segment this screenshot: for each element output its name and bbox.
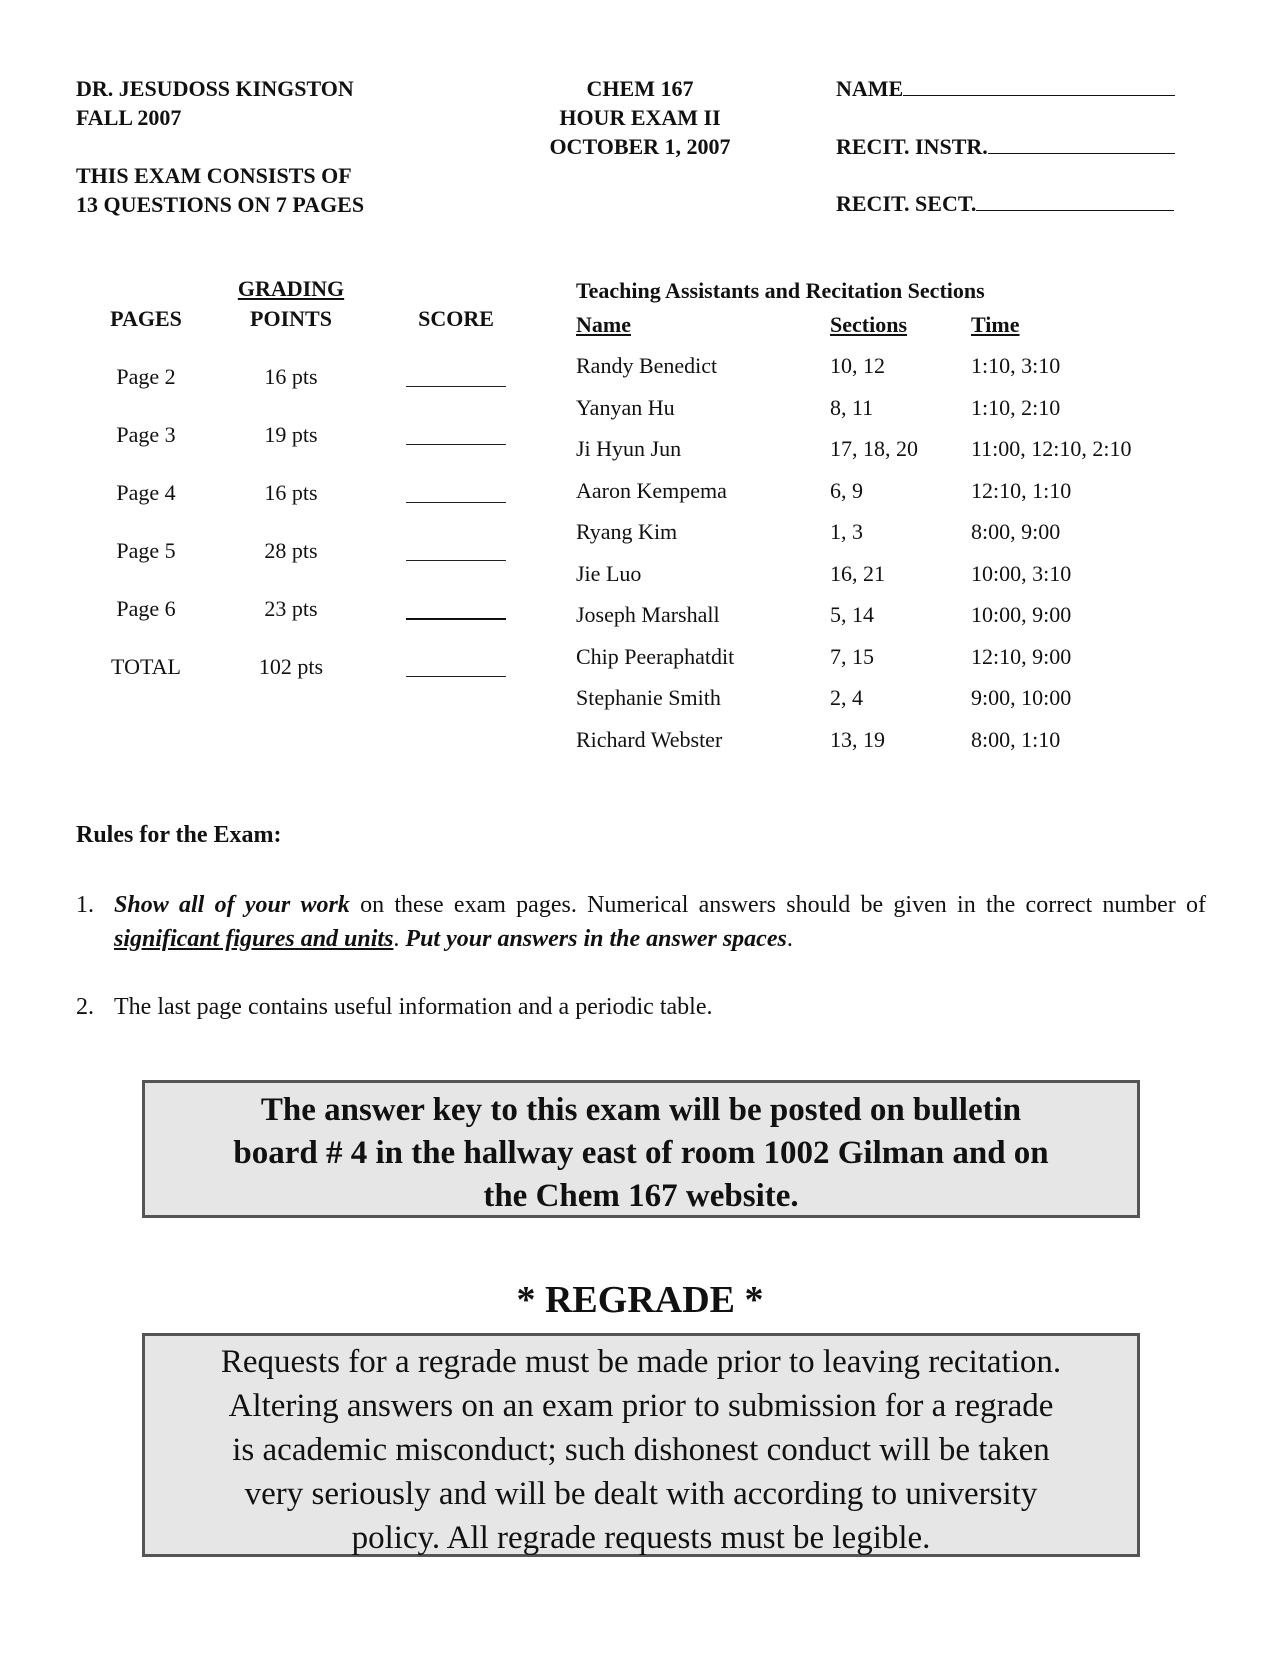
grading-page: Page 3 <box>116 422 176 447</box>
col-points: POINTS <box>250 306 332 331</box>
score-blank[interactable] <box>406 538 506 561</box>
exam-title: HOUR EXAM II <box>559 105 721 130</box>
ta-row <box>576 644 1216 674</box>
regrade-line: Requests for a regrade must be made prior to leaving recitation. <box>220 1344 1062 1380</box>
score-blank[interactable] <box>406 364 506 387</box>
ta-sections: 13, 19 <box>830 727 885 752</box>
ta-time: 10:00, 3:10 <box>971 561 1072 586</box>
col-grading: GRADING <box>237 276 345 301</box>
rule-1 <box>76 888 1206 956</box>
grading-row <box>76 364 516 394</box>
instructor-name: DR. JESUDOSS KINGSTON <box>76 76 354 101</box>
name-field[interactable] <box>836 74 1175 103</box>
grading-points: 23 pts <box>264 596 318 621</box>
ta-name: Ryang Kim <box>576 519 678 544</box>
recit-instr-blank[interactable] <box>988 133 1175 154</box>
ta-time: 1:10, 2:10 <box>971 395 1061 420</box>
regrade-line: policy. All regrade requests must be legible. <box>351 1520 931 1556</box>
ta-sections: 5, 14 <box>830 602 874 627</box>
ta-sections: 2, 4 <box>830 685 863 710</box>
regrade-line: Altering answers on an exam prior to submission for a regrade <box>228 1388 1054 1424</box>
ta-row <box>576 478 1216 508</box>
ta-name: Chip Peeraphatdit <box>576 644 735 669</box>
rule-text <box>114 888 1206 956</box>
col-score: SCORE <box>418 306 494 331</box>
grading-row <box>76 538 516 568</box>
header-center <box>520 74 760 161</box>
ta-sections: 6, 9 <box>830 478 863 503</box>
name-blank[interactable] <box>903 75 1175 96</box>
score-blank[interactable] <box>406 596 506 620</box>
ta-row <box>576 685 1216 715</box>
col-pages: PAGES <box>110 306 182 331</box>
name-label: NAME <box>836 76 904 101</box>
grading-page: Page 4 <box>116 480 176 505</box>
rule-emphasis: Put your answers in the answer spaces <box>405 926 787 952</box>
regrade-title: * REGRADE * <box>516 1279 764 1321</box>
ta-sections: 16, 21 <box>830 561 885 586</box>
ta-col-time: Time <box>971 312 1020 337</box>
rule-text-part: . <box>393 926 406 952</box>
answer-key-line: The answer key to this exam will be posted on bulletin <box>260 1092 1022 1128</box>
ta-row <box>576 727 1216 757</box>
rule-number: 2. <box>76 994 94 1020</box>
ta-sections: 7, 15 <box>830 644 874 669</box>
ta-table-title: Teaching Assistants and Recitation Sections <box>576 278 985 303</box>
grading-page: Page 5 <box>116 538 176 563</box>
rule-emphasis: Show all of your work <box>114 892 350 918</box>
ta-time: 8:00, 1:10 <box>971 727 1061 752</box>
rule-text: The last page contains useful information and a periodic table. <box>114 994 713 1020</box>
ta-time: 8:00, 9:00 <box>971 519 1061 544</box>
course-title: CHEM 167 <box>586 76 694 101</box>
grading-page: TOTAL <box>111 654 181 679</box>
recit-instr-field[interactable] <box>836 132 1175 161</box>
rule-text-part: on these exam pages. Numerical answers should be given in the correct number of <box>349 892 1207 918</box>
ta-row <box>576 602 1216 632</box>
exam-consists <box>76 161 364 219</box>
grading-page: Page 2 <box>116 364 176 389</box>
ta-col-sections: Sections <box>830 312 907 337</box>
ta-sections: 8, 11 <box>830 395 874 420</box>
regrade-line: is academic misconduct; such dishonest conduct will be taken <box>232 1432 1050 1468</box>
regrade-notice <box>142 1333 1140 1557</box>
rule-text-part: . <box>786 926 793 952</box>
answer-key-notice <box>142 1080 1140 1218</box>
ta-row <box>576 353 1216 383</box>
consists-line2: 13 QUESTIONS ON 7 PAGES <box>76 192 365 217</box>
ta-name: Yanyan Hu <box>576 395 675 420</box>
rules-title: Rules for the Exam: <box>76 822 282 848</box>
ta-time: 12:10, 9:00 <box>971 644 1072 669</box>
grading-points: 28 pts <box>264 538 318 563</box>
ta-row <box>576 519 1216 549</box>
grading-points: 19 pts <box>264 422 318 447</box>
grading-points: 16 pts <box>264 480 318 505</box>
regrade-line: very seriously and will be dealt with according to university <box>244 1476 1038 1512</box>
ta-sections: 10, 12 <box>830 353 885 378</box>
exam-date: OCTOBER 1, 2007 <box>549 134 731 159</box>
ta-name: Richard Webster <box>576 727 723 752</box>
ta-name: Randy Benedict <box>576 353 718 378</box>
header-left <box>76 74 354 132</box>
score-blank[interactable] <box>406 422 506 445</box>
rule-number: 1. <box>76 892 94 918</box>
recit-sect-blank[interactable] <box>976 190 1174 211</box>
answer-key-line: board # 4 in the hallway east of room 1002 Gilman and on <box>233 1135 1049 1171</box>
ta-row <box>576 395 1216 425</box>
ta-time: 10:00, 9:00 <box>971 602 1072 627</box>
ta-sections: 1, 3 <box>830 519 863 544</box>
grading-page: Page 6 <box>116 596 176 621</box>
ta-row <box>576 436 1216 466</box>
ta-name: Ji Hyun Jun <box>576 436 682 461</box>
recit-instr-label: RECIT. INSTR. <box>836 134 988 159</box>
term: FALL 2007 <box>76 105 182 130</box>
recit-sect-field[interactable] <box>836 189 1174 218</box>
grading-row-total <box>76 654 516 684</box>
score-blank[interactable] <box>406 480 506 503</box>
ta-sections: 17, 18, 20 <box>830 436 918 461</box>
grading-points: 16 pts <box>264 364 318 389</box>
ta-name: Stephanie Smith <box>576 685 721 710</box>
ta-time: 9:00, 10:00 <box>971 685 1072 710</box>
ta-name: Joseph Marshall <box>576 602 720 627</box>
grading-row <box>76 422 516 452</box>
consists-line1: THIS EXAM CONSISTS OF <box>76 163 352 188</box>
ta-time: 1:10, 3:10 <box>971 353 1061 378</box>
ta-time: 11:00, 12:10, 2:10 <box>971 436 1132 461</box>
grading-row <box>76 596 516 626</box>
ta-name: Jie Luo <box>576 561 642 586</box>
recit-sect-label: RECIT. SECT. <box>836 191 977 216</box>
answer-key-line: the Chem 167 website. <box>483 1178 799 1214</box>
rule-emphasis-underlined: significant figures and units <box>114 926 394 952</box>
ta-row <box>576 561 1216 591</box>
score-blank[interactable] <box>406 654 506 677</box>
grading-points: 102 pts <box>258 654 324 679</box>
rule-2 <box>76 990 1206 1024</box>
grading-row <box>76 480 516 510</box>
ta-col-name: Name <box>576 312 631 337</box>
ta-time: 12:10, 1:10 <box>971 478 1072 503</box>
ta-name: Aaron Kempema <box>576 478 727 503</box>
